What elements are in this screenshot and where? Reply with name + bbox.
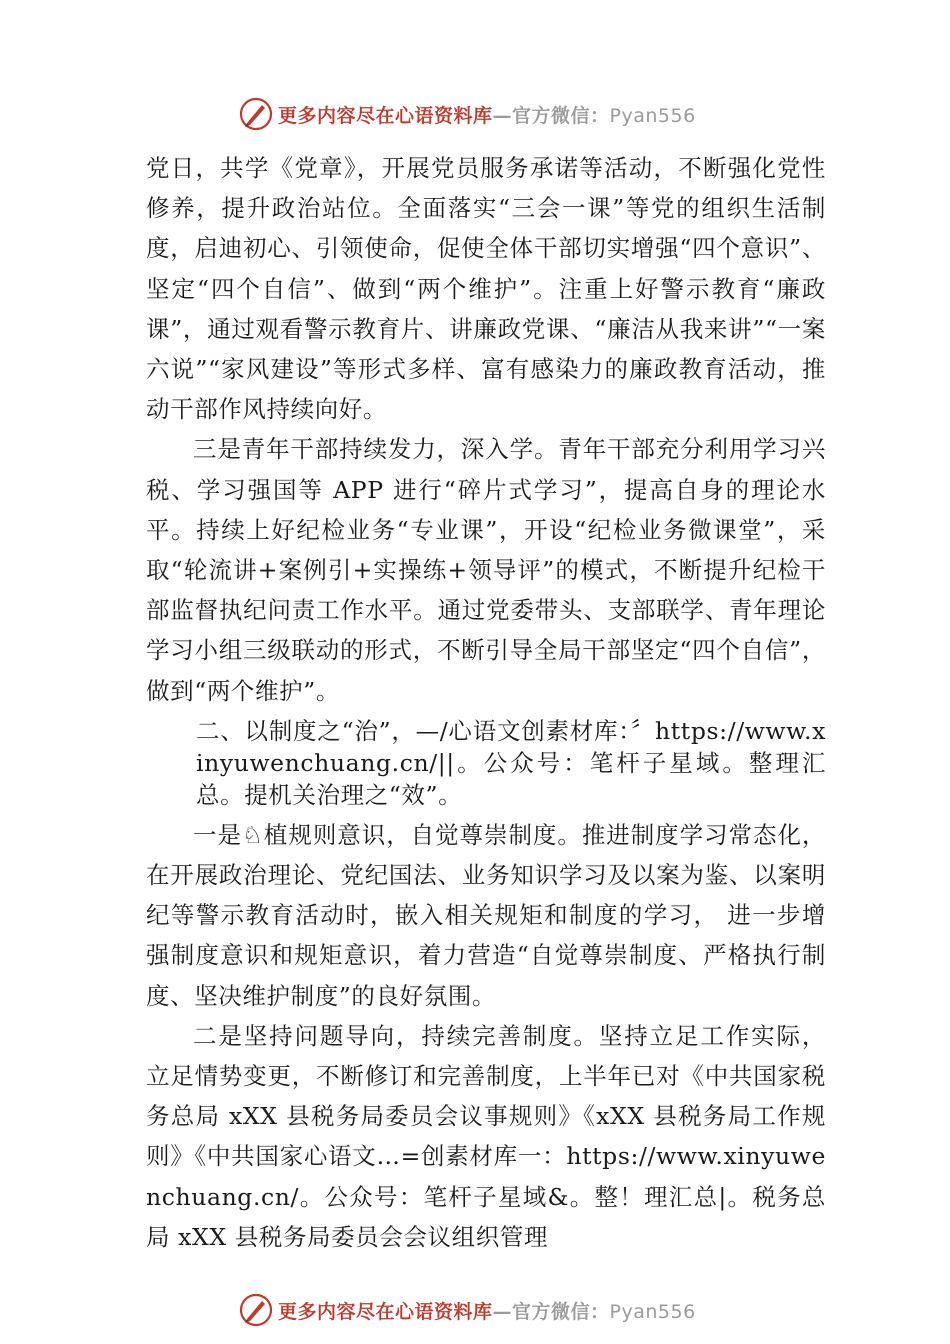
paragraph-2: 三是青年干部持续发力，深入学。青年干部充分利用学习兴税、学习强国等 APP 进行“碎片式学习”，提高自身的理论水平。持续上好纪检业务“专业课”，开设“纪检业务微课堂”，采取“轮流讲+案例引+实操练+领导评”的模式，不断提升纪检干部监督执纪问责工作水平。通过党委带头、支部联学、青年理论学习小组三级联动的形式，不断引导全局干部坚定“四个自信”，做到“两个维护”。 (146, 435, 826, 705)
document-body (146, 148, 826, 1257)
pen-logo-icon (238, 96, 274, 132)
header-watermark-banner (0, 94, 950, 134)
paragraph-1: 党日，共学《党章》，开展党员服务承诺等活动，不断强化党性修养，提升政治站位。全面落实“三会一课”等党的组织生活制度，启迪初心、引领使命，促使全体干部切实增强“四个意识”、坚定“四个自信”、做到“两个维护”。注重上好警示教育“廉政课”，通过观看警示教育片、讲廉政党课、“廉洁从我来讲”“一案六说”“家风建设”等形式多样、富有感染力的廉政教育活动，推动干部作风持续向好。 (146, 154, 826, 424)
footer-watermark-banner (0, 1290, 950, 1330)
banner-text: 更多内容尽在心语资料库—官方微信：Pyan556 (278, 1300, 696, 1323)
pen-logo-icon (238, 1292, 274, 1328)
paragraph-3: 一是♘植规则意识，自觉尊崇制度。推进制度学习常态化，在开展政治理论、党纪国法、业务知识学习及以案为鉴、以案明纪等警示教育活动时，嵌入相关规矩和制度的学习， 进一步增强制度意识和规矩意识，着力营造“自觉尊崇制度、严格执行制度、坚决维护制度”的良好氛围。 (146, 820, 826, 1010)
paragraph-4: 二是坚持问题导向，持续完善制度。坚持立足工作实际， 立足情势变更，不断修订和完善制度，上半年已对《中共国家税务总局 xXX 县税务局委员会议事规则》《xXX 县税务局工作规则》《中共国家心语文…=创素材库一：https://www.xinyuwenchuang.cn/。公众号：笔杆子星域&。整！理汇总|。税务总局 xXX 县税务局委员会会议组织管理 (146, 1021, 826, 1251)
banner-text: 更多内容尽在心语资料库—官方微信：Pyan556 (278, 104, 696, 127)
section-heading-2: 二、以制度之“治”，—/心语文创素材库：〞https://www.xinyuwenchuang.cn/||。公众号：笔杆子星域。整理汇总。提机关治理之“效”。 (196, 716, 826, 809)
